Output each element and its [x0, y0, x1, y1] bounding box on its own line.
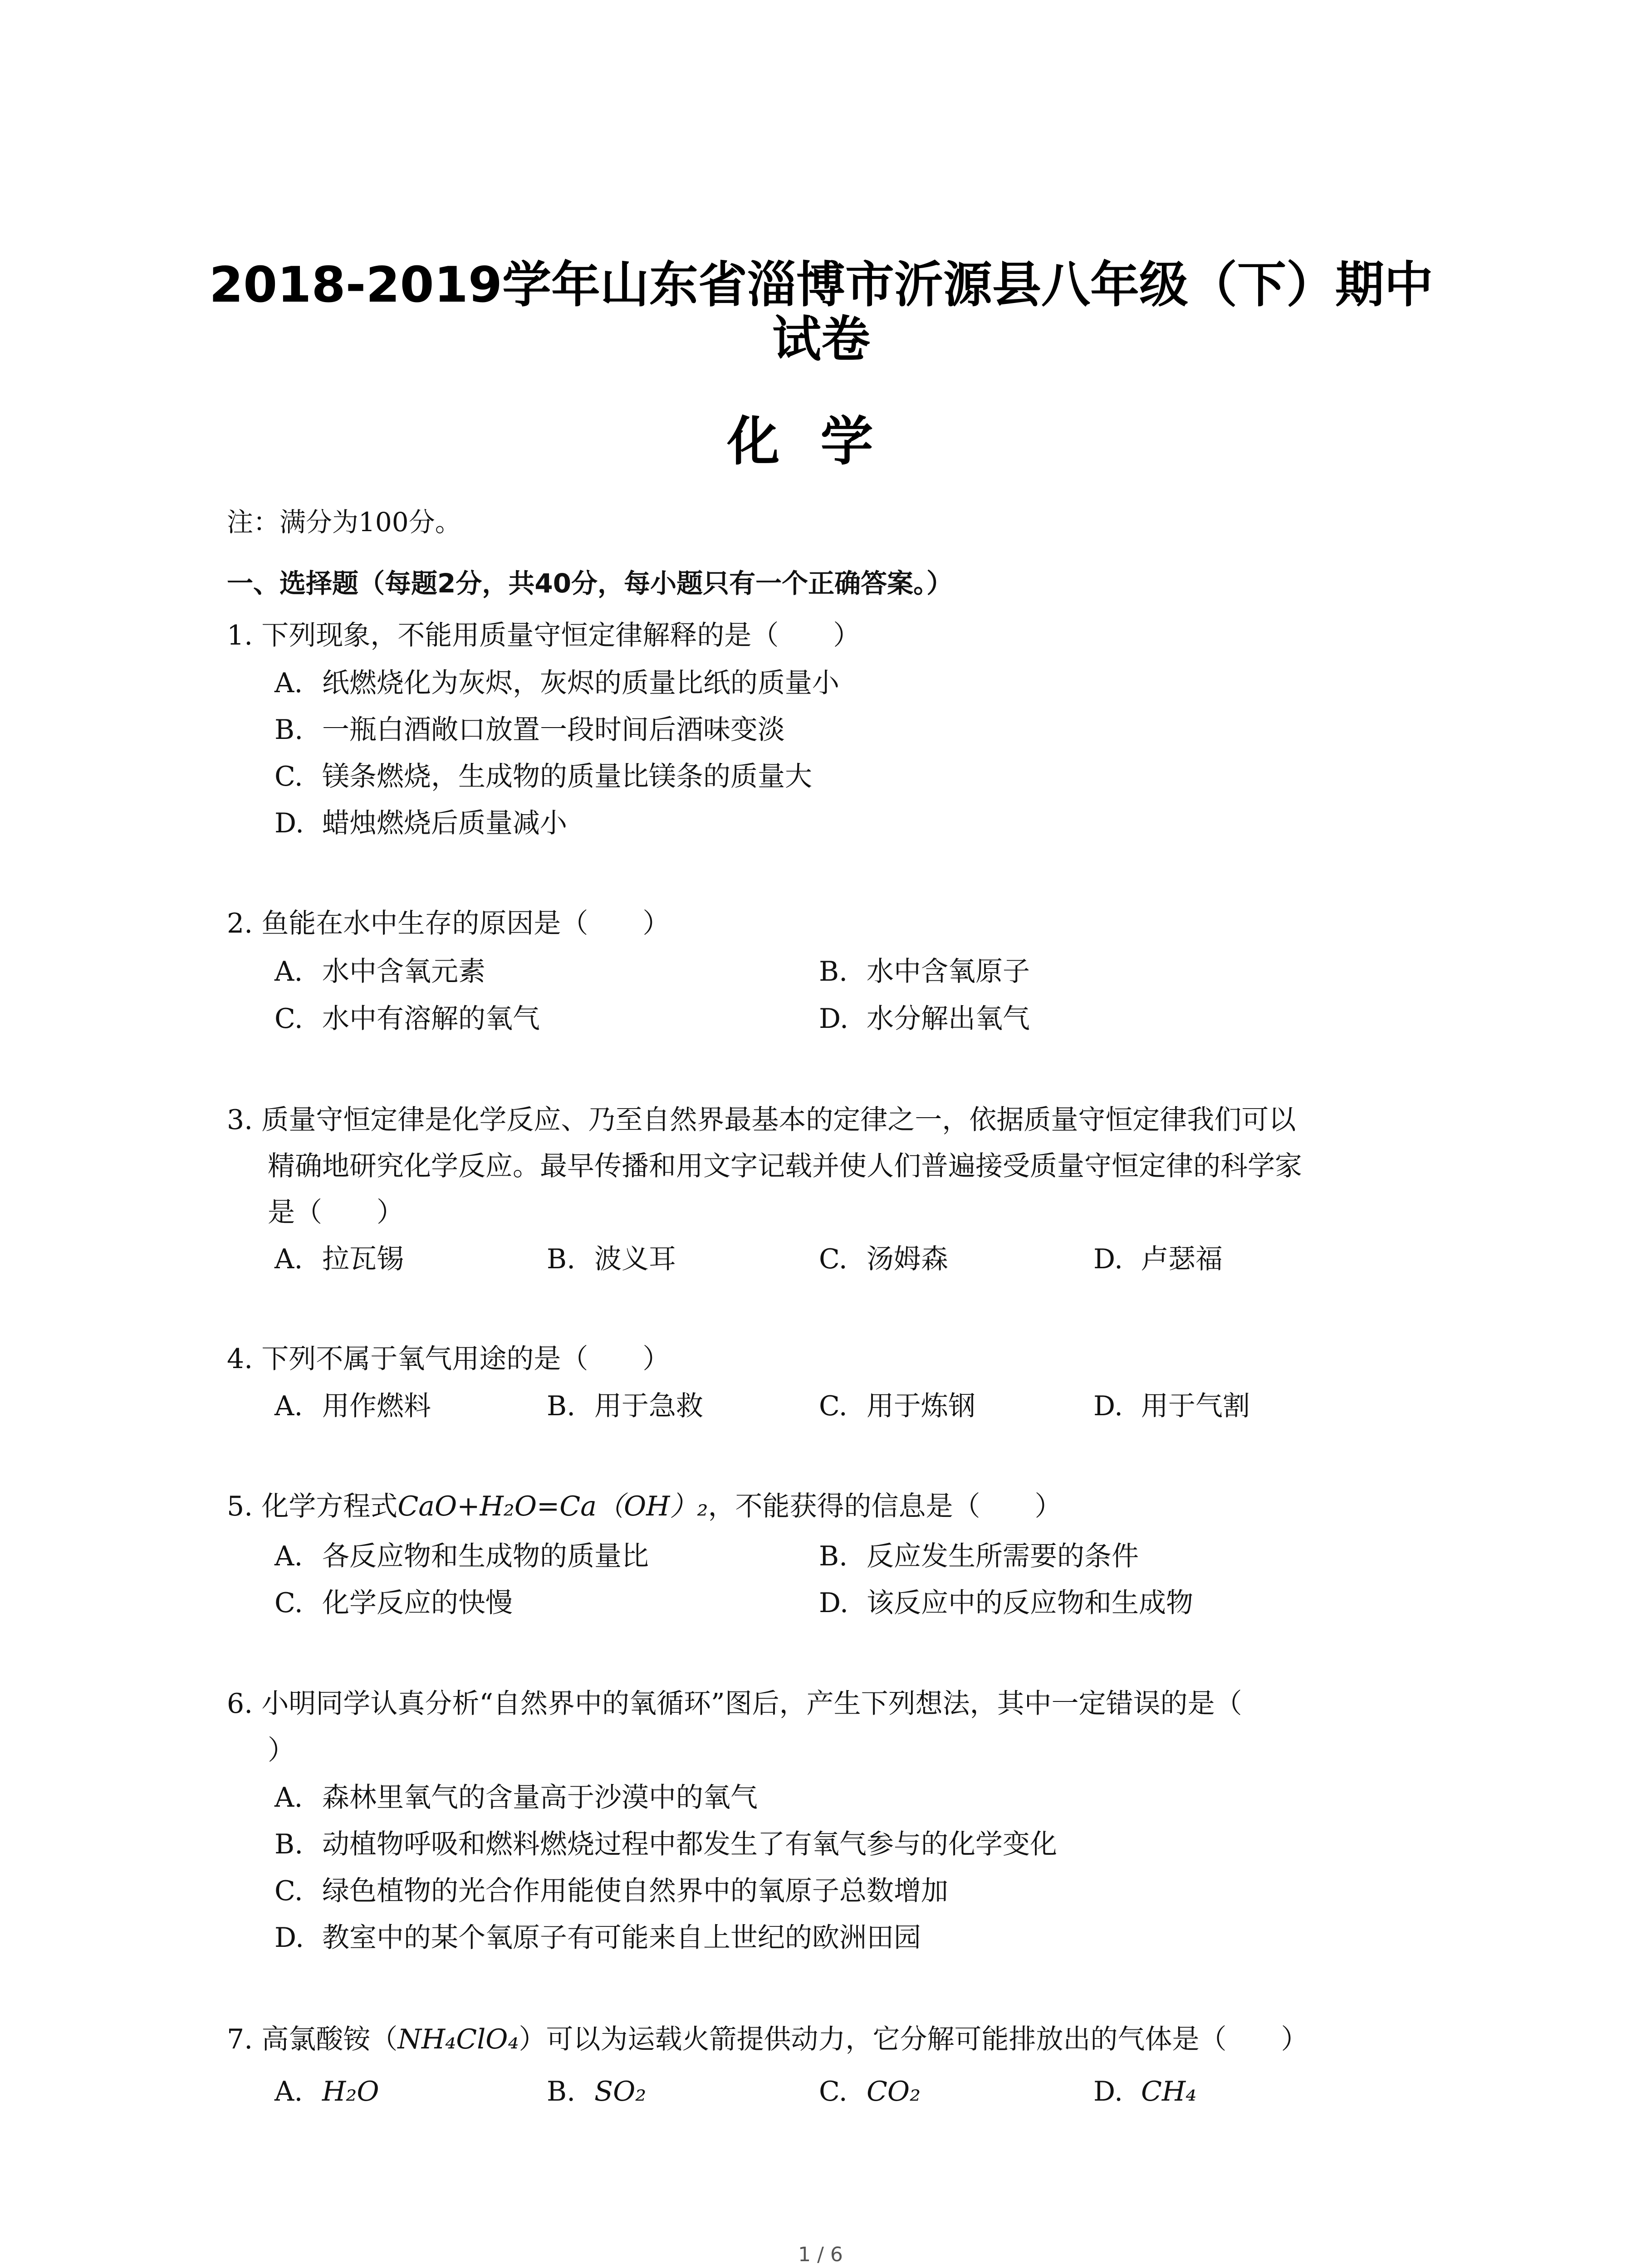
question-6-stem-line1: 6. 小明同学认真分析“自然界中的氧循环”图后，产生下列想法，其中一定错误的是（ [227, 1688, 1242, 1720]
question-4-option-d: D. 用于气割 [1093, 1390, 1250, 1422]
subject-heading: 化学 [727, 411, 914, 472]
question-3-stem-line1: 3. 质量守恒定律是化学反应、乃至自然界最基本的定律之一，依据质量守恒定律我们可以 [227, 1104, 1296, 1136]
section-heading: 一、选择题（每题2分，共40分，每小题只有一个正确答案。） [227, 568, 953, 599]
question-3-option-c: C. 汤姆森 [819, 1243, 948, 1275]
question-5-option-b: B. 反应发生所需要的条件 [819, 1540, 1139, 1572]
question-6-option-b: B. 动植物呼吸和燃料燃烧过程中都发生了有氧气参与的化学变化 [274, 1828, 1057, 1860]
question-2-option-d: D. 水分解出氧气 [819, 1003, 1030, 1035]
question-5-option-a: A. 各反应物和生成物的质量比 [274, 1540, 649, 1572]
question-4-stem: 4. 下列不属于氧气用途的是（ ） [227, 1343, 670, 1375]
question-1-option-b: B. 一瓶白酒敞口放置一段时间后酒味变淡 [274, 714, 785, 746]
question-3-stem-line3: 是（ ） [268, 1197, 404, 1228]
page-number: 1 / 6 [798, 2243, 843, 2266]
question-6-option-c: C. 绿色植物的光合作用能使自然界中的氧原子总数增加 [274, 1875, 948, 1907]
chemical-formula: NH₄ClO₄ [397, 2024, 519, 2055]
question-2-option-c: C. 水中有溶解的氧气 [274, 1003, 540, 1035]
question-1-option-c: C. 镁条燃烧，生成物的质量比镁条的质量大 [274, 761, 812, 792]
question-7-option-c: C. CO₂ [819, 2076, 921, 2107]
question-5-stem: 5. 化学方程式CaO+H₂O=Ca（OH）₂，不能获得的信息是（ ） [227, 1491, 1062, 1522]
question-7-option-a: A. H₂O [274, 2076, 379, 2107]
question-5-option-d: D. 该反应中的反应物和生成物 [819, 1587, 1193, 1619]
question-3-option-b: B. 波义耳 [547, 1243, 676, 1275]
question-2-option-a: A. 水中含氧元素 [274, 956, 485, 987]
question-3-option-a: A. 拉瓦锡 [274, 1243, 404, 1275]
question-4-option-b: B. 用于急救 [547, 1390, 703, 1422]
question-3-option-d: D. 卢瑟福 [1093, 1243, 1223, 1275]
exam-title-line1: 2018-2019学年山东省淄博市沂源县八年级（下）期中 [209, 257, 1433, 313]
chemical-equation: CaO+H₂O=Ca（OH）₂ [397, 1491, 708, 1522]
question-6-option-a: A. 森林里氧气的含量高于沙漠中的氧气 [274, 1782, 758, 1813]
question-1-stem: 1. 下列现象，不能用质量守恒定律解释的是（ ） [227, 620, 861, 651]
question-2-stem: 2. 鱼能在水中生存的原因是（ ） [227, 908, 670, 939]
question-4-option-c: C. 用于炼钢 [819, 1390, 975, 1422]
question-7-stem: 7. 高氯酸铵（NH₄ClO₄）可以为运载火箭提供动力，它分解可能排放出的气体是（ ） [227, 2024, 1308, 2055]
question-1-option-a: A. 纸燃烧化为灰烬，灰烬的质量比纸的质量小 [274, 667, 839, 699]
question-3-stem-line2: 精确地研究化学反应。最早传播和用文字记载并使人们普遍接受质量守恒定律的科学家 [268, 1150, 1302, 1182]
score-note: 注：满分为100分。 [227, 507, 461, 538]
question-6-stem-line2: ） [268, 1735, 295, 1766]
question-1-option-d: D. 蜡烛燃烧后质量减小 [274, 807, 567, 839]
question-2-option-b: B. 水中含氧原子 [819, 956, 1030, 987]
exam-title-line2: 试卷 [772, 311, 870, 368]
question-4-option-a: A. 用作燃料 [274, 1390, 431, 1422]
question-7-option-d: D. CH₄ [1093, 2076, 1197, 2107]
question-5-option-c: C. 化学反应的快慢 [274, 1587, 513, 1619]
question-6-option-d: D. 教室中的某个氧原子有可能来自上世纪的欧洲田园 [274, 1922, 921, 1954]
question-7-option-b: B. SO₂ [547, 2076, 647, 2107]
